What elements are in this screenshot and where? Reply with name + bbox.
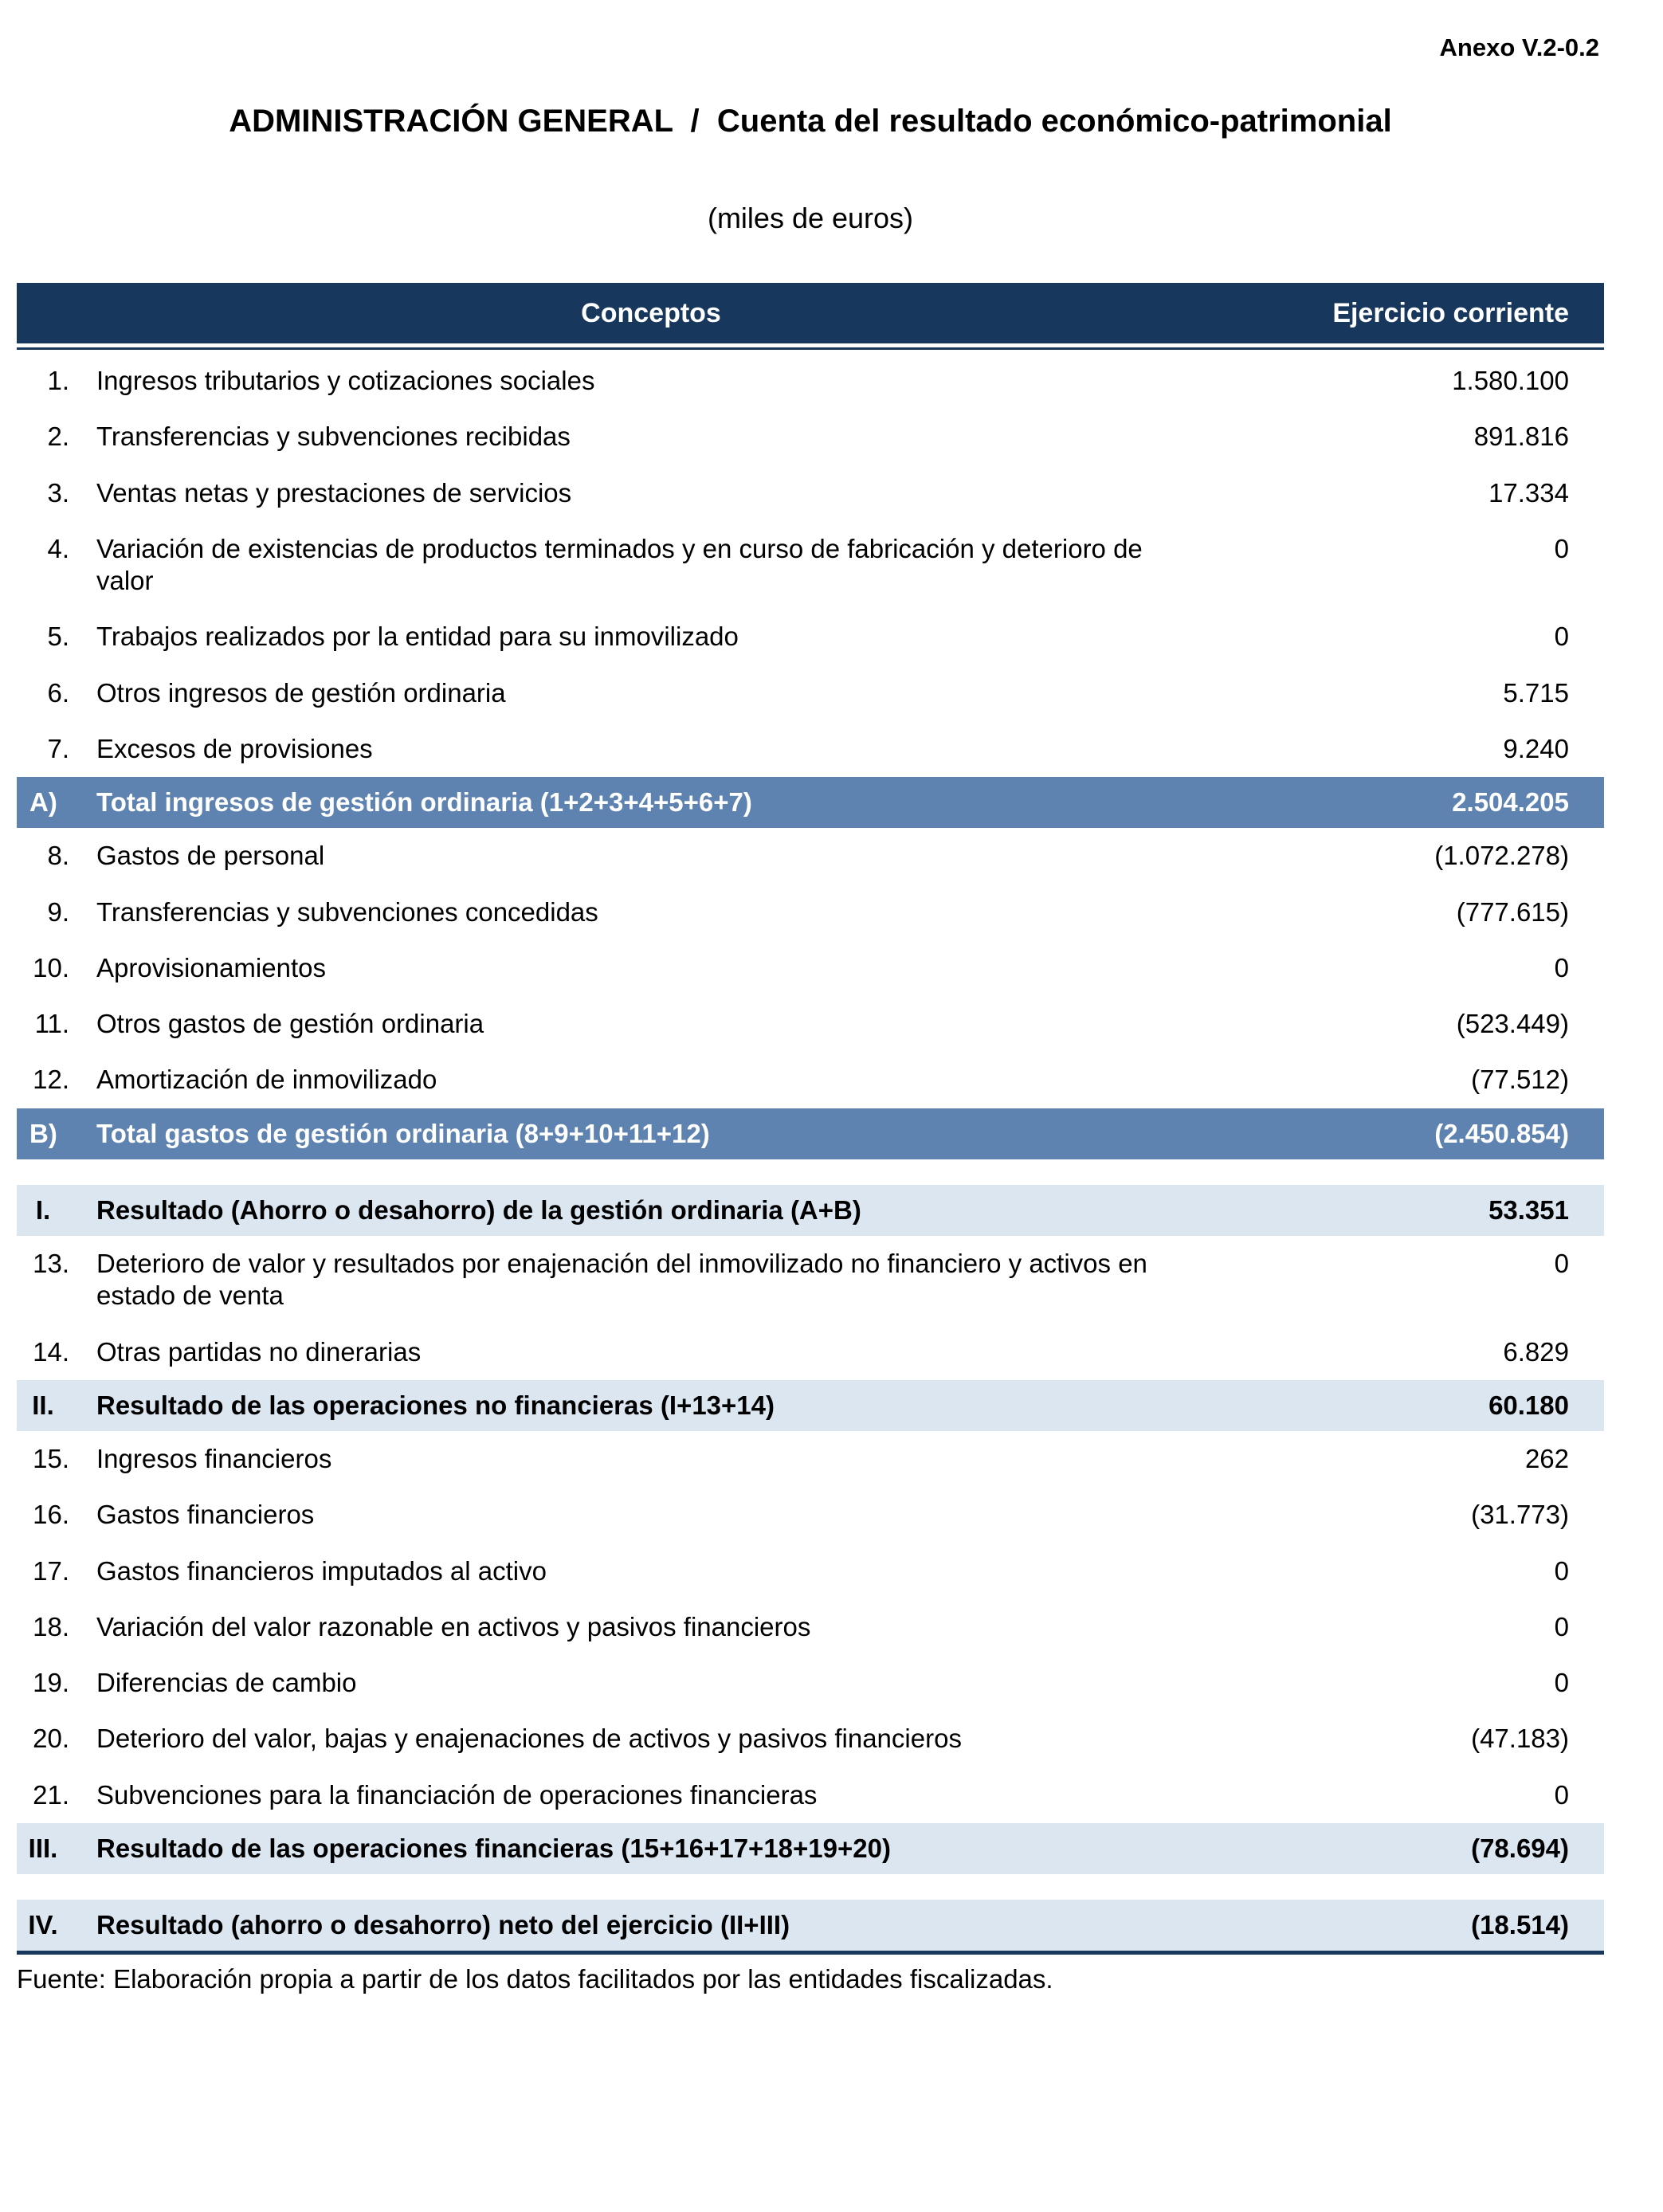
- row-value: (1.072.278): [1434, 841, 1569, 871]
- row-concept: Transferencias y subvenciones concedidas: [96, 896, 598, 927]
- table-row: [17, 1108, 1604, 1159]
- table-row: [17, 1052, 1604, 1108]
- column-header-conceptos: Conceptos: [581, 297, 721, 328]
- results-table: [17, 283, 1604, 1955]
- row-number: 18.: [33, 1611, 69, 1641]
- table-row: [17, 1823, 1604, 1874]
- row-value: 0: [1554, 1611, 1569, 1641]
- row-concept: Excesos de provisiones: [96, 733, 373, 763]
- table-row: [17, 409, 1604, 465]
- row-value: 17.334: [1488, 477, 1569, 508]
- row-value: (2.450.854): [1434, 1118, 1569, 1148]
- row-concept: Resultado (Ahorro o desahorro) de la gestión ordinaria (A+B): [96, 1194, 861, 1225]
- row-concept: Gastos financieros imputados al activo: [96, 1555, 547, 1586]
- table-row: [17, 884, 1604, 940]
- row-number: 11.: [34, 1009, 69, 1038]
- row-number: 6.: [47, 677, 69, 708]
- row-concept: Resultado de las operaciones no financieras (I+13+14): [96, 1390, 775, 1420]
- row-value: (18.514): [1471, 1910, 1569, 1939]
- table-row: [17, 353, 1604, 409]
- row-concept: Deterioro de valor y resultados por enajenación del inmovilizado no financiero y activos en estado de venta: [96, 1249, 1147, 1311]
- row-concept: Diferencias de cambio: [96, 1668, 357, 1697]
- row-number: 10.: [33, 952, 69, 982]
- table-row: [17, 721, 1604, 777]
- row-number: IV.: [28, 1910, 58, 1939]
- row-value: (47.183): [1471, 1724, 1569, 1754]
- table-row: [17, 1711, 1604, 1767]
- row-concept: Otras partidas no dinerarias: [96, 1336, 422, 1367]
- row-value: 1.580.100: [1452, 366, 1569, 395]
- row-value: 0: [1554, 622, 1569, 652]
- row-concept: Resultado de las operaciones financieras (15+16+17+18+19+20): [96, 1833, 891, 1863]
- row-value: 0: [1554, 533, 1569, 563]
- row-concept: Aprovisionamientos: [96, 952, 326, 982]
- row-number: 13.: [33, 1249, 69, 1278]
- row-value: 0: [1554, 1249, 1569, 1278]
- column-header-ejercicio-corriente: Ejercicio corriente: [1332, 297, 1569, 328]
- row-concept: Ingresos financieros: [96, 1444, 332, 1473]
- row-number: I.: [35, 1194, 51, 1225]
- table-row: [17, 940, 1604, 996]
- table-row: [17, 1767, 1604, 1823]
- table-row: [17, 1324, 1604, 1380]
- row-value: 6.829: [1503, 1336, 1569, 1367]
- table-row: [17, 996, 1604, 1052]
- row-value: 2.504.205: [1452, 787, 1569, 817]
- table-row: [17, 609, 1604, 665]
- row-number: 4.: [47, 533, 69, 563]
- row-concept: Ventas netas y prestaciones de servicios: [96, 477, 572, 508]
- table-row: [17, 665, 1604, 721]
- page-title: ADMINISTRACIÓN GENERAL / Cuenta del resultado económico-patrimonial: [229, 104, 1392, 139]
- row-value: (77.512): [1471, 1065, 1569, 1095]
- row-number: 12.: [33, 1065, 69, 1095]
- row-value: 0: [1554, 1779, 1569, 1810]
- row-number: 21.: [33, 1779, 69, 1810]
- row-concept: Deterioro del valor, bajas y enajenaciones de activos y pasivos financieros: [96, 1724, 962, 1754]
- row-number: III.: [28, 1833, 58, 1863]
- row-number: 17.: [33, 1555, 69, 1586]
- table-row: [17, 1380, 1604, 1431]
- row-value: 53.351: [1488, 1194, 1569, 1225]
- annex-label: Anexo V.2-0.2: [1439, 33, 1599, 61]
- row-value: (31.773): [1471, 1500, 1569, 1530]
- row-concept: Gastos financieros: [96, 1500, 315, 1530]
- table-row: [17, 1185, 1604, 1236]
- table-row: [17, 465, 1604, 521]
- row-value: (78.694): [1471, 1833, 1569, 1863]
- table-row: [17, 828, 1604, 884]
- row-value: 0: [1554, 1555, 1569, 1586]
- row-value: (777.615): [1456, 896, 1569, 927]
- row-value: 9.240: [1503, 733, 1569, 763]
- row-number: 14.: [33, 1336, 69, 1367]
- row-number: 1.: [47, 366, 69, 395]
- row-number: 3.: [47, 477, 69, 508]
- table-row: [17, 1431, 1604, 1487]
- row-concept: Trabajos realizados por la entidad para su inmovilizado: [96, 622, 739, 652]
- row-concept: Ingresos tributarios y cotizaciones sociales: [96, 366, 595, 395]
- source-note: Fuente: Elaboración propia a partir de los datos facilitados por las entidades fiscalizadas.: [17, 1964, 1053, 1994]
- row-value: 5.715: [1503, 677, 1569, 708]
- row-concept: Otros gastos de gestión ordinaria: [96, 1009, 484, 1038]
- table-row: [17, 777, 1604, 828]
- row-concept: Amortización de inmovilizado: [96, 1065, 437, 1095]
- table-row: [17, 1900, 1604, 1951]
- row-number: 8.: [47, 841, 69, 871]
- page-subtitle: (miles de euros): [707, 202, 914, 234]
- row-number: II.: [32, 1390, 54, 1420]
- table-row: [17, 1655, 1604, 1711]
- row-value: 0: [1554, 1668, 1569, 1697]
- row-number: A): [29, 787, 57, 817]
- table-row: [17, 1543, 1604, 1599]
- row-concept: Total ingresos de gestión ordinaria (1+2+3+4+5+6+7): [96, 787, 752, 817]
- row-number: 9.: [47, 896, 69, 927]
- row-number: 7.: [47, 733, 69, 763]
- row-value: 891.816: [1473, 422, 1569, 452]
- row-value: 60.180: [1488, 1390, 1569, 1420]
- row-value: (523.449): [1456, 1009, 1569, 1038]
- row-number: 19.: [33, 1668, 69, 1697]
- row-concept: Subvenciones para la financiación de operaciones financieras: [96, 1779, 818, 1810]
- row-concept: Transferencias y subvenciones recibidas: [96, 422, 571, 452]
- row-concept: Variación de existencias de productos terminados y en curso de fabricación y deterioro de valor: [96, 533, 1143, 595]
- table-row: [17, 521, 1604, 610]
- row-number: 15.: [33, 1444, 69, 1473]
- row-value: 262: [1524, 1444, 1569, 1473]
- table-row: [17, 1236, 1604, 1324]
- row-concept: Total gastos de gestión ordinaria (8+9+10+11+12): [96, 1118, 710, 1148]
- row-number: 2.: [47, 422, 69, 452]
- table-body: [17, 353, 1604, 1951]
- row-number: 16.: [33, 1500, 69, 1530]
- row-concept: Variación del valor razonable en activos y pasivos financieros: [96, 1611, 811, 1641]
- row-number: 20.: [33, 1724, 69, 1754]
- table-row: [17, 1487, 1604, 1543]
- row-concept: Gastos de personal: [96, 841, 325, 871]
- header-divider: [17, 347, 1604, 350]
- table-header-row: [17, 283, 1604, 343]
- row-concept: Otros ingresos de gestión ordinaria: [96, 677, 506, 708]
- row-number: 5.: [47, 622, 69, 652]
- row-concept: Resultado (ahorro o desahorro) neto del ejercicio (II+III): [96, 1910, 790, 1939]
- table-row: [17, 1599, 1604, 1655]
- row-value: 0: [1554, 952, 1569, 982]
- row-number: B): [29, 1118, 57, 1148]
